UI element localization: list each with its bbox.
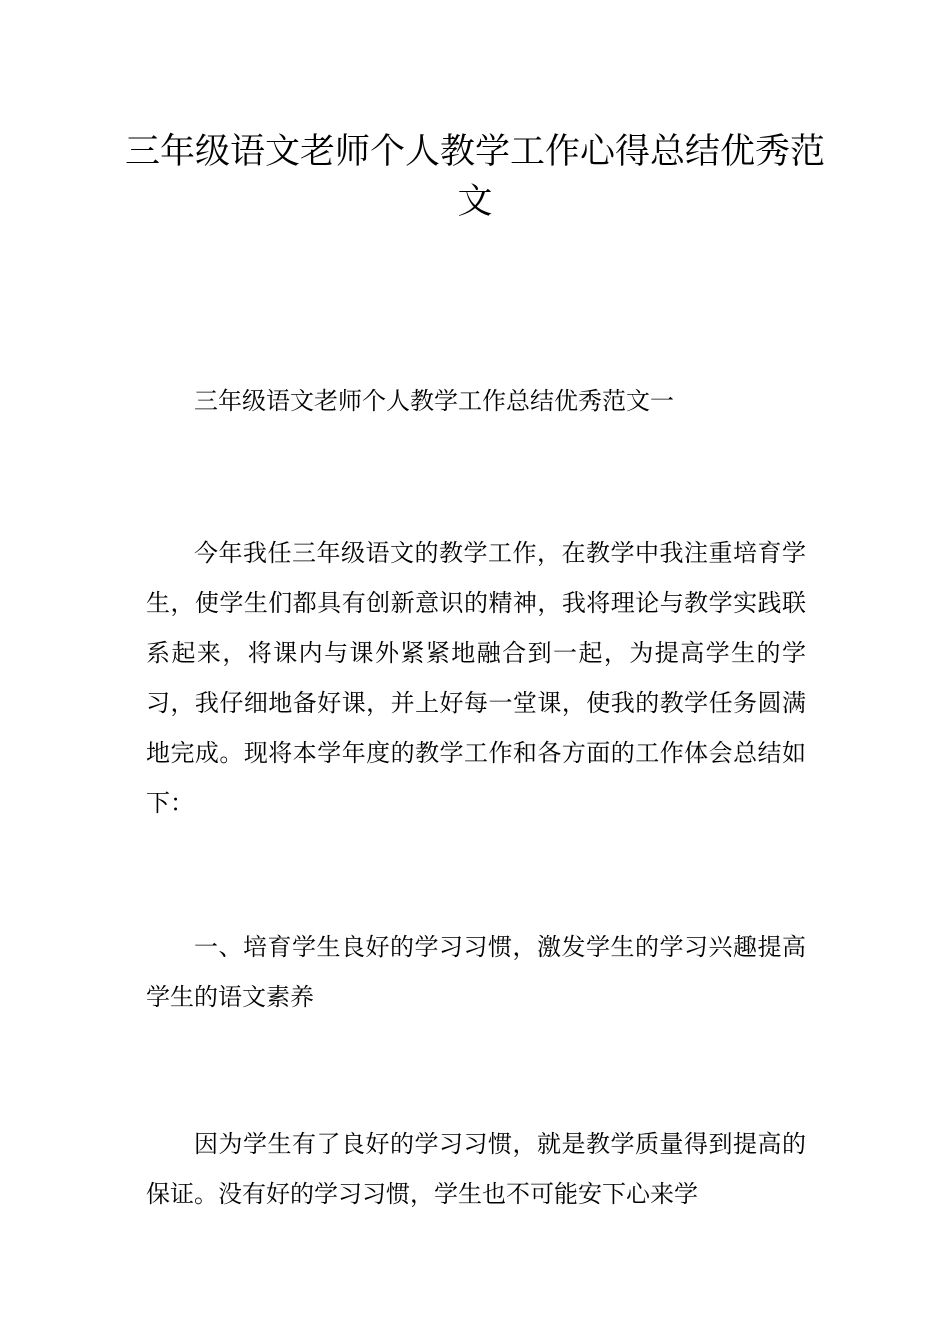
paragraph-heading-one: 一、培育学生良好的学习习惯，激发学生的学习兴趣提高学生的语文素养 — [146, 933, 806, 1011]
document-title: 三年级语文老师个人教学工作心得总结优秀范文 — [124, 132, 825, 222]
paragraph-intro: 今年我任三年级语文的教学工作，在教学中我注重培育学生，使学生们都具有创新意识的精神，我将理论与教学实践联系起来，将课内与课外紧紧地融合到一起，为提高学生的学习，我仔细地备好课，并上好每一堂课，使我的教学任务圆满地完成。现将本学年度的教学工作和各方面的工作体会总结如下： — [146, 539, 806, 817]
section-subtitle: 三年级语文老师个人教学工作总结优秀范文一 — [194, 387, 674, 415]
paragraph-habits: 因为学生有了良好的学习习惯，就是教学质量得到提高的保证。没有好的学习习惯，学生也不可能安下心来学 — [146, 1130, 806, 1208]
